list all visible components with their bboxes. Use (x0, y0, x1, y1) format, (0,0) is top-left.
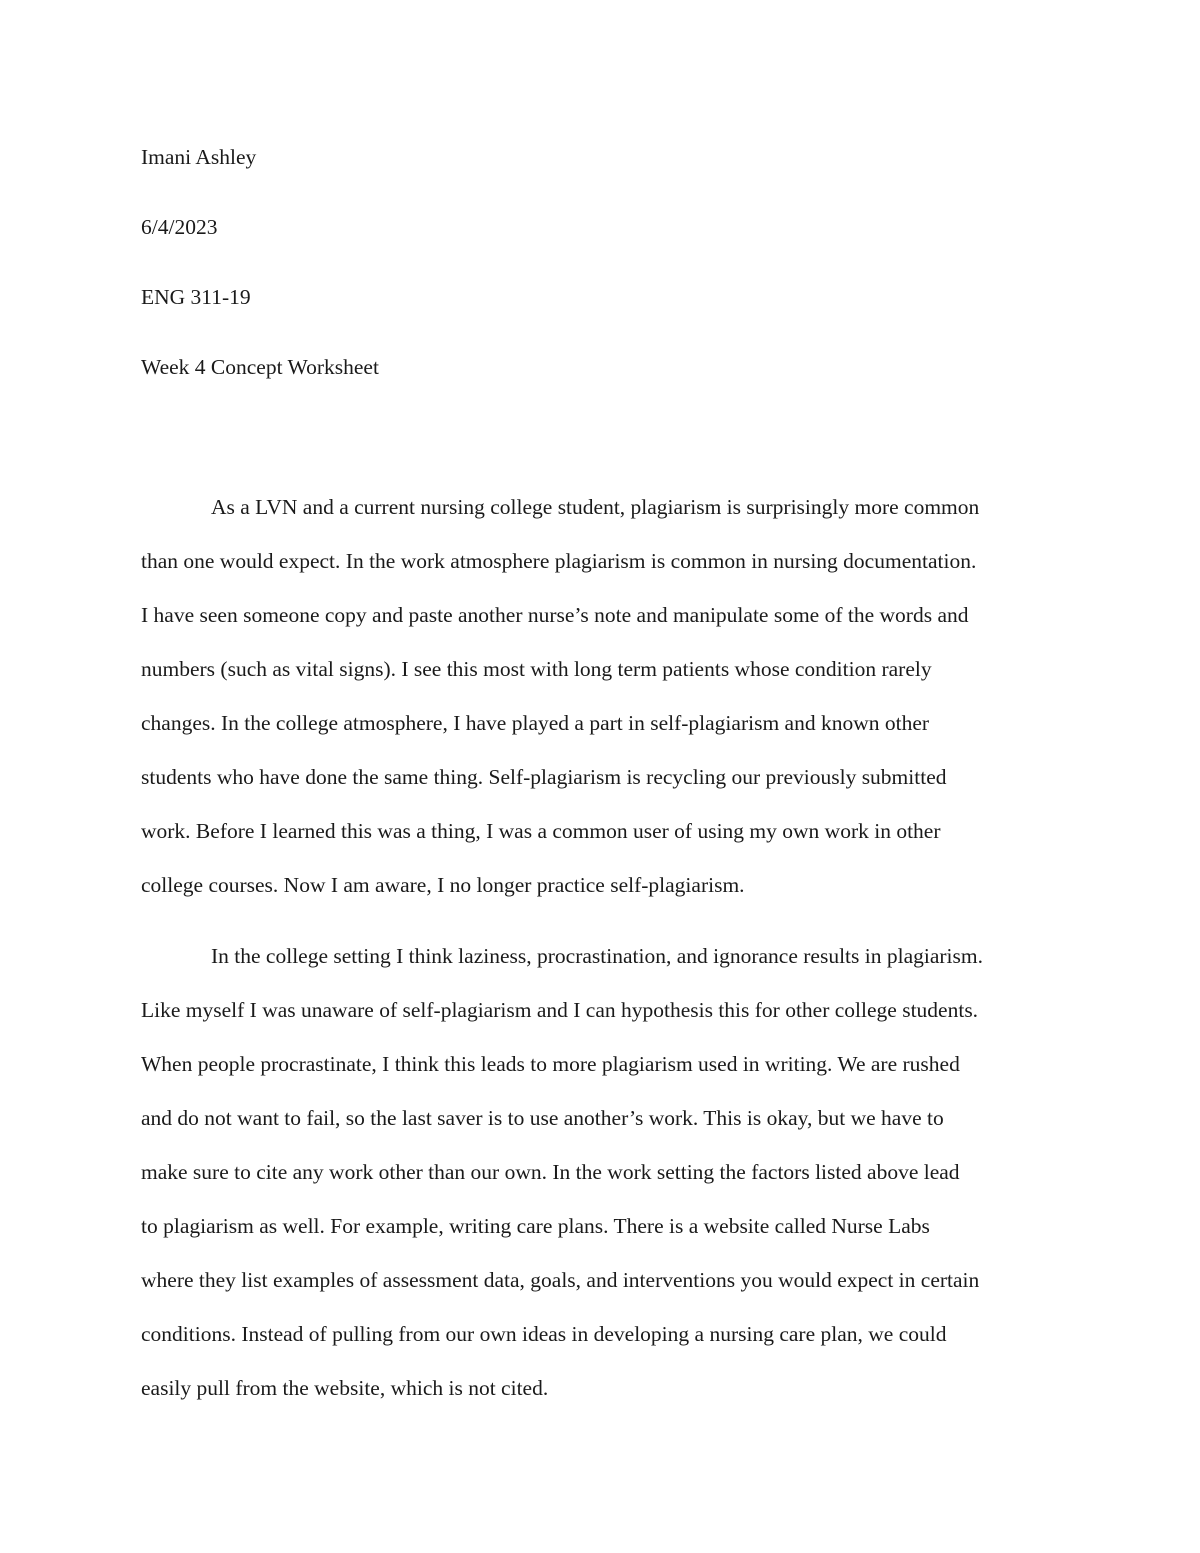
paragraph-1-line: I have seen someone copy and paste another nurse’s note and manipulate some of the words and (141, 603, 969, 627)
paragraph-2-line: and do not want to fail, so the last saver is to use another’s work. This is okay, but we have to (141, 1106, 944, 1130)
date: 6/4/2023 (141, 215, 218, 239)
paragraph-2-line: where they list examples of assessment data, goals, and interventions you would expect in certain (141, 1268, 980, 1292)
paragraph-2-line: Like myself I was unaware of self-plagiarism and I can hypothesis this for other college students. (141, 998, 979, 1022)
paragraph-2-line: When people procrastinate, I think this leads to more plagiarism used in writing. We are rushed (141, 1052, 960, 1076)
paragraph-1-line: students who have done the same thing. Self-plagiarism is recycling our previously submitted (141, 765, 947, 789)
course-code: ENG 311-19 (141, 285, 251, 309)
paragraph-1-line: than one would expect. In the work atmosphere plagiarism is common in nursing documentation. (141, 549, 977, 573)
paragraph-1-line: college courses. Now I am aware, I no longer practice self-plagiarism. (141, 873, 745, 897)
paragraph-2-line: easily pull from the website, which is not cited. (141, 1376, 549, 1400)
paragraph-2-line: to plagiarism as well. For example, writing care plans. There is a website called Nurse Labs (141, 1214, 930, 1238)
paragraph-1-line: changes. In the college atmosphere, I have played a part in self-plagiarism and known other (141, 711, 930, 735)
document-title: Week 4 Concept Worksheet (141, 355, 379, 379)
paragraph-1-line: numbers (such as vital signs). I see this most with long term patients whose condition rarely (141, 657, 932, 681)
paragraph-2-line: make sure to cite any work other than our own. In the work setting the factors listed above lead (141, 1160, 960, 1184)
paragraph-2-line: In the college setting I think laziness, procrastination, and ignorance results in plagiarism. (211, 944, 983, 968)
paragraph-1-line: work. Before I learned this was a thing, I was a common user of using my own work in other (141, 819, 941, 843)
author-name: Imani Ashley (141, 145, 257, 169)
paragraph-2-line: conditions. Instead of pulling from our own ideas in developing a nursing care plan, we could (141, 1322, 947, 1346)
paragraph-1-line: As a LVN and a current nursing college student, plagiarism is surprisingly more common (211, 495, 980, 519)
